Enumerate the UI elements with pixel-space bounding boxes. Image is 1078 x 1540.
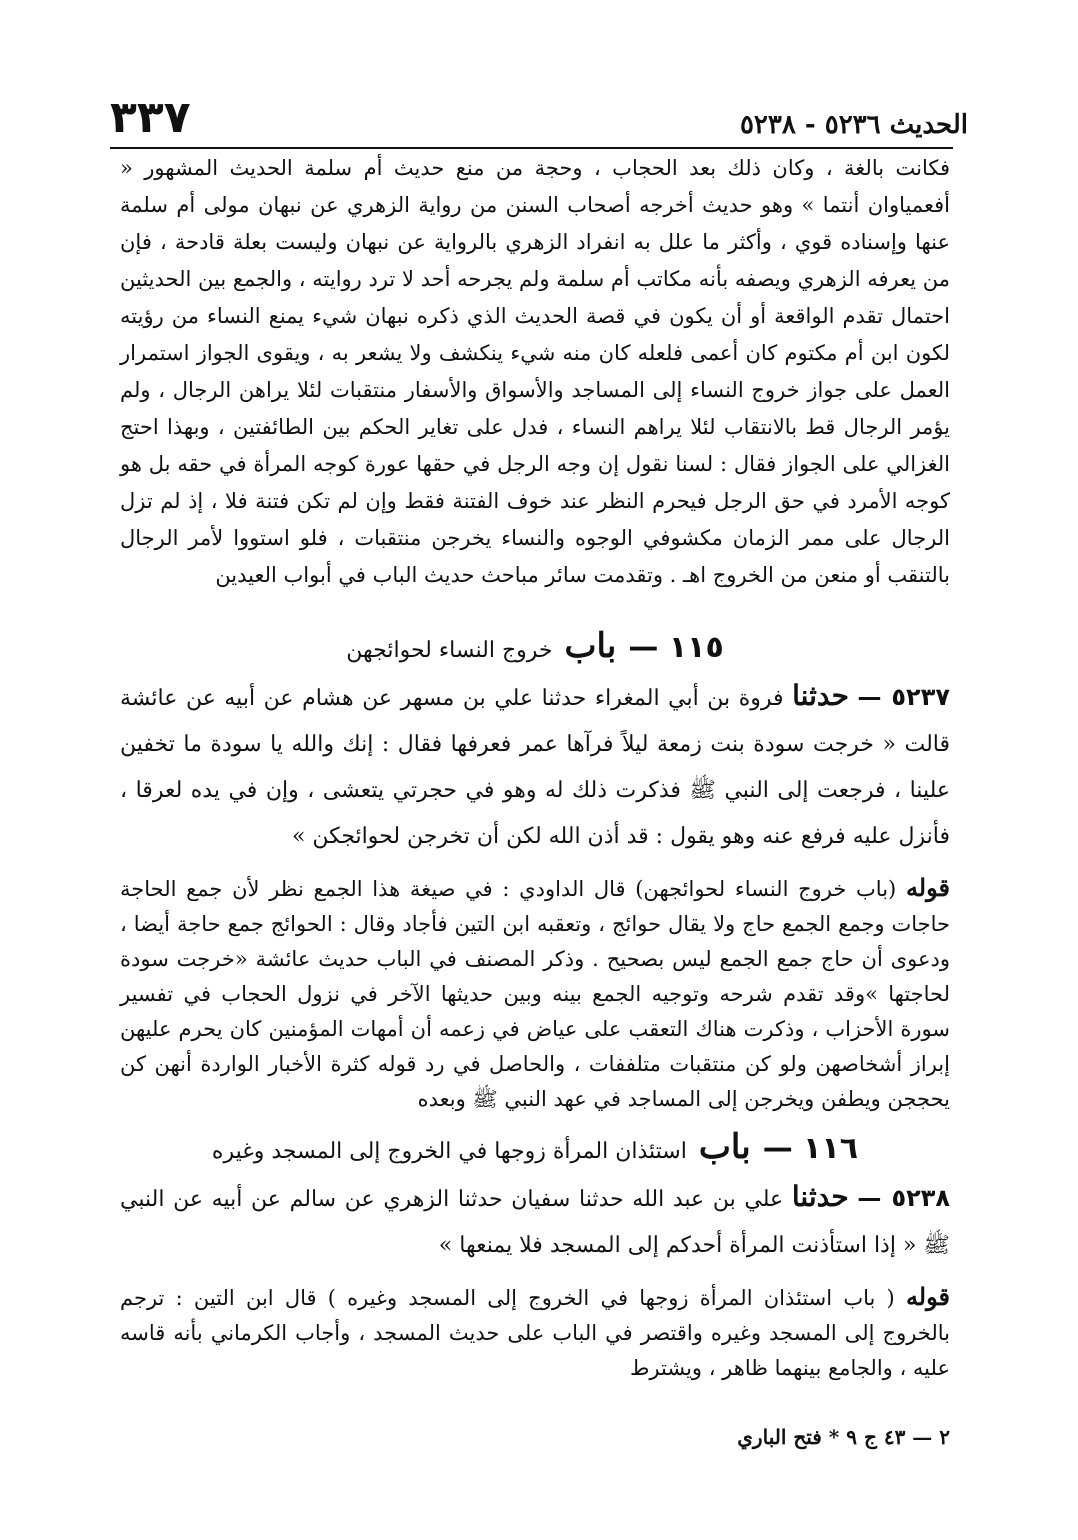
hadith-lead-word: حدثنا: [791, 1180, 849, 1213]
body-text: [120, 150, 950, 1386]
chapter-bab-label: باب: [698, 1127, 751, 1167]
chapter-bab-label: باب: [564, 626, 617, 666]
page-header: [110, 92, 968, 143]
chapter-heading-116: [120, 1127, 950, 1172]
commentary-text: (باب خروج النساء لحوائجهن) قال الداودي : في صيغة هذا الجمع نظر لأن جمع الحاجة حاجات وجمع الجمع حاج ولا يقال حوائج ، وتعقبه ابن التين فأجاد وقال : الحوائج جمع حاجة أيضا ، ودعوى أن حاج جمع الجمع ليس بصحيح . وذكر المصنف في الباب حديث عائشة «خرجت سودة لحاجتها »وقد تقدم شرحه وتوجيه الجمع بينه وبين حديثها الآخر في نزول الحجاب في تفسير سورة الأحزاب ، وذكرت هناك التعقب على عياض في زعمه أن أمهات المؤمنين كان يحرم عليهن إبراز أشخاصهن ولو كن منتقبات متلففات ، والحاصل في رد قوله كثرة الأخبار الواردة أنهن كن يحججن ويطفن ويخرجن إلى المساجد في عهد النبي ﷺ وبعده: [120, 877, 950, 1111]
commentary-paragraph-1: فكانت بالغة ، وكان ذلك بعد الحجاب ، وحجة من منع حديث أم سلمة الحديث المشهور « أفعمياوان أنتما » وهو حديث أخرجه أصحاب السنن من رواية الزهري عن نبهان مولى أم سلمة عنها وإسناده قوي ، وأكثر ما علل به انفراد الزهري بالرواية عن نبهان وليست بعلة قادحة ، فإن من يعرفه الزهري ويصفه بأنه مكاتب أم سلمة ولم يجرحه أحد لا ترد روايته ، والجمع بين الحديثين احتمال تقدم الواقعة أو أن يكون في قصة الحديث الذي ذكره نبهان شيء يمنع النساء من رؤيته لكون ابن أم مكتوم كان أعمى فلعله كان منه شيء ينكشف ولا يشعر به ، ويقوى الجواز استمرار العمل على جواز خروج النساء إلى المساجد والأسواق والأسفار منتقبات لئلا يراهن الرجال ، ولم يؤمر الرجال قط بالانتقاب لئلا يراهم النساء ، فدل على تغاير الحكم بين الطائفتين ، وبهذا احتج الغزالي على الجواز فقال : لسنا نقول إن وجه الرجل في حقها عورة كوجه المرأة في حقه بل هو كوجه الأمرد في حق الرجل فيحرم النظر عند خوف الفتنة فقط وإن لم تكن فتنة فلا ، إذ لم تزل الرجال على ممر الزمان مكشوفي الوجوه والنساء يخرجن منتقبات ، فلو استووا لأمر الرجال بالتنقب أو منعن من الخروج اهـ . وتقدمت سائر مباحث حديث الباب في أبواب العيدين: [120, 156, 950, 587]
hadith-text: علي بن عبد الله حدثنا سفيان حدثنا الزهري عن سالم عن أبيه عن النبي ﷺ « إذا استأذنت المرأة أحدكم إلى المسجد فلا يمنعها »: [120, 1187, 950, 1258]
chapter-title: خروج النساء لحوائجهن: [346, 638, 553, 663]
printer-signature: ٢ — ٤٣ ج ٩ * فتح الباري: [737, 1425, 950, 1449]
commentary-paragraph-3: [120, 1279, 950, 1386]
header-rule: [110, 147, 953, 149]
hadith-number: ٥٢٣٧ —: [857, 683, 950, 711]
commentary-paragraph-2: [120, 870, 950, 1117]
commentary-text: ( باب استئذان المرأة زوجها في الخروج إلى المسجد وغيره ) قال ابن التين : ترجم بالخروج إلى المسجد وغيره واقتصر في الباب على حديث المسجد ، وأجاب الكرماني بأنه قاسه عليه ، والجامع بينهما ظاهر ، ويشترط: [120, 1286, 950, 1380]
hadith-number: ٥٢٣٨ —: [857, 1184, 951, 1212]
hadith-5237: [120, 673, 950, 860]
chapter-number: ١١٦ —: [762, 1131, 859, 1166]
chapter-title: استئذان المرأة زوجها في الخروج إلى المسجد وغيره: [211, 1139, 687, 1164]
chapter-heading-115: [120, 626, 950, 671]
hadith-text: فروة بن أبي المغراء حدثنا علي بن مسهر عن هشام عن أبيه عن عائشة قالت « خرجت سودة بنت زمعة ليلاً فرآها عمر فعرفها فقال : إنك والله يا سودة ما تخفين علينا ، فرجعت إلى النبي ﷺ فذكرت ذلك له وهو في حجرتي يتعشى ، وإن في يده لعرقا ، فأنزل عليه فرفع عنه وهو يقول : قد أذن الله لكن أن تخرجن لحوائجكن »: [120, 686, 950, 849]
hadith-5238: [120, 1174, 950, 1269]
running-head: الحديث ٥٢٣٦ - ٥٢٣٨: [739, 110, 968, 140]
hadith-lead-word: حدثنا: [792, 679, 849, 712]
commentary-lead-word: قوله: [905, 873, 950, 902]
page-number: ٣٣٧: [110, 92, 191, 143]
chapter-number: ١١٥ —: [628, 630, 724, 665]
commentary-lead-word: قوله: [905, 1282, 950, 1311]
